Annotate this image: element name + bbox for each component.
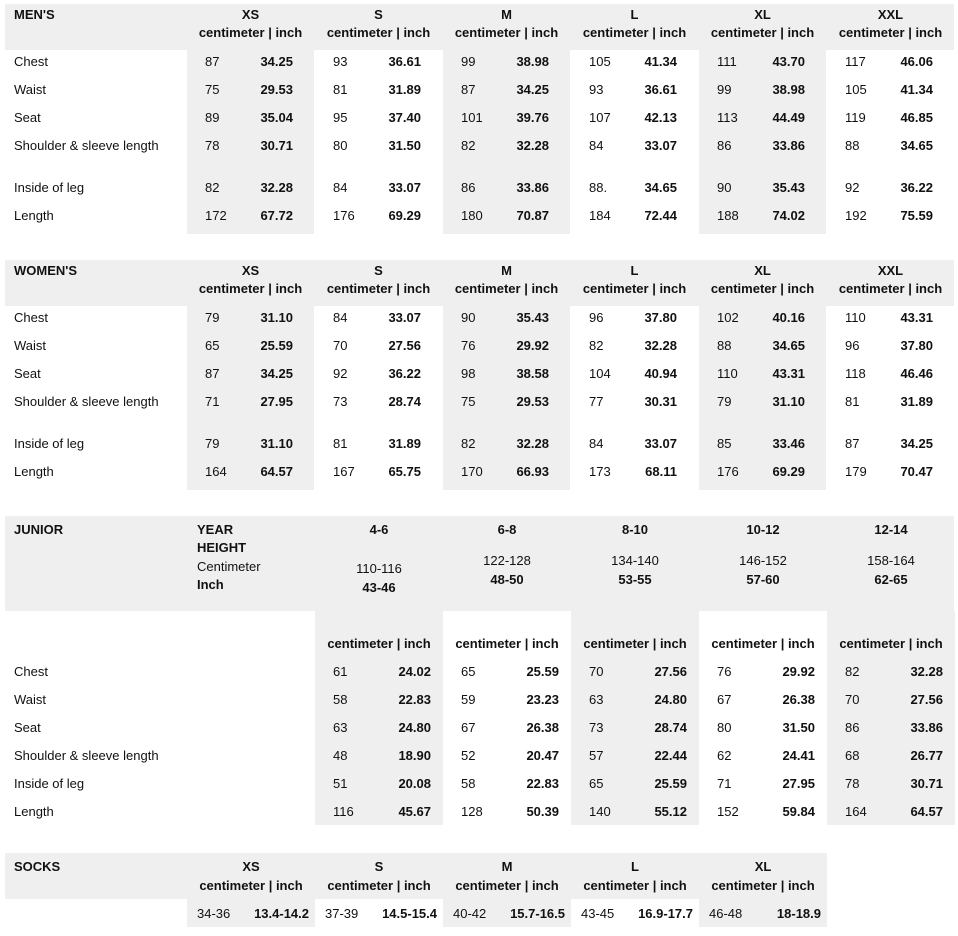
junior-row-label: Inside of leg	[14, 776, 85, 791]
mens-cm-value: 75	[205, 82, 220, 97]
womens-cm-value: 110	[845, 310, 866, 325]
womens-cm-value: 179	[845, 464, 867, 479]
womens-cm-value: 96	[589, 310, 604, 325]
socks-unit-label: centimeter | inch	[327, 878, 431, 893]
mens-inch-value: 38.98	[516, 54, 549, 69]
junior-inch-value: 29.92	[782, 664, 815, 679]
womens-row-label: Seat	[14, 366, 41, 381]
womens-cm-value: 170	[461, 464, 483, 479]
mens-cm-value: 84	[589, 138, 604, 153]
womens-inch-value: 33.46	[772, 436, 805, 451]
socks-size-label: XS	[242, 859, 260, 874]
womens-cm-value: 70	[333, 338, 348, 353]
mens-cm-value: 86	[461, 180, 476, 195]
womens-inch-value: 33.07	[644, 436, 677, 451]
womens-cm-value: 65	[205, 338, 220, 353]
mens-inch-value: 70.87	[516, 208, 549, 223]
womens-inch-value: 31.10	[772, 394, 805, 409]
junior-inch-label: Inch	[197, 577, 224, 592]
womens-row-label: Chest	[14, 310, 48, 325]
junior-age-label: 6-8	[497, 522, 517, 537]
mens-cm-value: 172	[205, 208, 227, 223]
womens-cm-value: 82	[589, 338, 604, 353]
socks-unit-label: centimeter | inch	[583, 878, 687, 893]
junior-cm-value: 80	[717, 720, 732, 735]
mens-size-label: L	[630, 7, 639, 22]
mens-inch-value: 37.40	[388, 110, 421, 125]
womens-unit-label: centimeter | inch	[454, 281, 559, 296]
socks-title: SOCKS	[14, 859, 61, 874]
mens-cm-value: 180	[461, 208, 483, 223]
mens-inch-value: 30.71	[260, 138, 293, 153]
mens-inch-value: 34.25	[516, 82, 549, 97]
womens-cm-value: 79	[205, 436, 220, 451]
junior-height-cm: 146-152	[739, 553, 787, 568]
junior-unit-label: centimeter | inch	[327, 636, 431, 651]
junior-cm-value: 63	[589, 692, 604, 707]
mens-inch-value: 31.50	[388, 138, 421, 153]
womens-inch-value: 28.74	[388, 394, 421, 409]
mens-inch-value: 34.25	[260, 54, 293, 69]
womens-cm-value: 102	[717, 310, 739, 325]
junior-height-inch: 53-55	[618, 572, 652, 587]
junior-cm-value: 140	[589, 804, 611, 819]
junior-centimeter-label: Centimeter	[197, 559, 261, 574]
mens-cm-value: 88	[845, 138, 860, 153]
womens-unit-label: centimeter | inch	[582, 281, 687, 296]
junior-inch-value: 18.90	[398, 748, 431, 763]
junior-cm-value: 58	[461, 776, 476, 791]
womens-cm-value: 87	[205, 366, 220, 381]
womens-inch-value: 31.10	[260, 436, 293, 451]
junior-inch-value: 22.83	[398, 692, 431, 707]
socks-unit-label: centimeter | inch	[199, 878, 303, 893]
mens-unit-label: centimeter | inch	[198, 25, 303, 40]
womens-inch-value: 66.93	[516, 464, 549, 479]
womens-inch-value: 34.65	[772, 338, 805, 353]
junior-inch-value: 59.84	[782, 804, 815, 819]
womens-size-label: XL	[754, 263, 771, 278]
mens-inch-value: 34.65	[644, 180, 677, 195]
mens-cm-value: 89	[205, 110, 220, 125]
junior-age-label: 8-10	[621, 522, 649, 537]
mens-inch-value: 43.70	[772, 54, 805, 69]
womens-inch-value: 31.89	[900, 394, 933, 409]
womens-inch-value: 32.28	[644, 338, 677, 353]
womens-size-label: XS	[241, 263, 260, 278]
mens-unit-label: centimeter | inch	[582, 25, 687, 40]
womens-cm-value: 87	[845, 436, 860, 451]
womens-inch-value: 70.47	[900, 464, 933, 479]
socks-cm-range: 40-42	[453, 906, 487, 921]
socks-cm-range: 34-36	[197, 906, 231, 921]
junior-age-label: 10-12	[746, 522, 780, 537]
junior-cm-value: 61	[333, 664, 348, 679]
womens-cm-value: 75	[461, 394, 476, 409]
mens-cm-value: 113	[717, 110, 738, 125]
junior-cm-value: 62	[717, 748, 732, 763]
mens-cm-value: 95	[333, 110, 348, 125]
socks-inch-range: 13.4-14.2	[254, 906, 309, 921]
junior-cm-value: 52	[461, 748, 476, 763]
junior-inch-value: 55.12	[654, 804, 687, 819]
womens-row-label: Inside of leg	[14, 436, 85, 451]
junior-cm-value: 128	[461, 804, 483, 819]
womens-cm-value: 176	[717, 464, 739, 479]
womens-inch-value: 38.58	[516, 366, 549, 381]
mens-inch-value: 74.02	[772, 208, 805, 223]
womens-inch-value: 46.46	[900, 366, 933, 381]
socks-inch-range: 14.5-15.4	[382, 906, 437, 921]
junior-height-cm: 122-128	[483, 553, 531, 568]
womens-cm-value: 81	[845, 394, 860, 409]
mens-inch-value: 39.76	[516, 110, 549, 125]
mens-size-label: XL	[754, 7, 771, 22]
junior-row-label: Shoulder & sleeve length	[14, 748, 159, 763]
mens-cm-value: 105	[845, 82, 867, 97]
womens-inch-value: 43.31	[900, 310, 933, 325]
womens-inch-value: 35.43	[516, 310, 549, 325]
junior-height-cm: 158-164	[867, 553, 915, 568]
mens-cm-value: 81	[333, 82, 348, 97]
womens-inch-value: 64.57	[260, 464, 293, 479]
womens-cm-value: 173	[589, 464, 611, 479]
mens-cm-value: 82	[205, 180, 220, 195]
mens-row-label: Waist	[14, 82, 47, 97]
womens-inch-value: 29.53	[516, 394, 549, 409]
mens-cm-value: 80	[333, 138, 348, 153]
mens-cm-value: 93	[589, 82, 604, 97]
junior-inch-value: 24.02	[398, 664, 431, 679]
mens-inch-value: 75.59	[900, 208, 933, 223]
womens-cm-value: 71	[205, 394, 220, 409]
mens-cm-value: 84	[333, 180, 348, 195]
mens-inch-value: 36.22	[900, 180, 933, 195]
womens-inch-value: 27.95	[260, 394, 293, 409]
mens-inch-value: 46.85	[900, 110, 933, 125]
mens-inch-value: 36.61	[388, 54, 421, 69]
womens-cm-value: 77	[589, 394, 604, 409]
junior-inch-value: 23.23	[526, 692, 559, 707]
socks-unit-label: centimeter | inch	[455, 878, 559, 893]
socks-size-label: L	[631, 859, 639, 874]
junior-row-label: Chest	[14, 664, 48, 679]
junior-cm-value: 68	[845, 748, 860, 763]
mens-cm-value: 88.	[589, 180, 608, 195]
junior-inch-value: 32.28	[910, 664, 943, 679]
mens-inch-value: 34.65	[900, 138, 933, 153]
mens-cm-value: 184	[589, 208, 611, 223]
womens-inch-value: 34.25	[260, 366, 293, 381]
junior-height-label: HEIGHT	[197, 540, 247, 555]
junior-inch-value: 25.59	[654, 776, 687, 791]
junior-cm-value: 51	[333, 776, 348, 791]
junior-cm-value: 67	[717, 692, 732, 707]
socks-inch-range: 18-18.9	[776, 906, 821, 921]
mens-inch-value: 41.34	[900, 82, 933, 97]
womens-inch-value: 33.07	[388, 310, 421, 325]
womens-row-label: Length	[14, 464, 54, 479]
mens-cm-value: 99	[717, 82, 732, 97]
womens-cm-value: 88	[717, 338, 732, 353]
womens-cm-value: 90	[461, 310, 476, 325]
womens-cm-value: 98	[461, 366, 476, 381]
womens-inch-value: 34.25	[900, 436, 933, 451]
junior-unit-label: centimeter | inch	[711, 636, 815, 651]
mens-row-label: Seat	[14, 110, 41, 125]
socks-size-label: XL	[754, 859, 772, 874]
mens-inch-value: 33.07	[388, 180, 421, 195]
junior-inch-value: 26.77	[910, 748, 943, 763]
junior-inch-value: 24.41	[782, 748, 815, 763]
mens-inch-value: 35.04	[260, 110, 293, 125]
junior-unit-label: centimeter | inch	[583, 636, 687, 651]
womens-inch-value: 65.75	[388, 464, 421, 479]
mens-unit-label: centimeter | inch	[454, 25, 559, 40]
mens-size-label: M	[501, 7, 512, 22]
mens-size-label: XS	[241, 7, 260, 22]
womens-inch-value: 69.29	[772, 464, 805, 479]
mens-cm-value: 92	[845, 180, 860, 195]
mens-size-label: S	[374, 7, 383, 22]
junior-year-label: YEAR	[197, 522, 234, 537]
womens-unit-label: centimeter | inch	[198, 281, 303, 296]
womens-inch-value: 31.10	[260, 310, 293, 325]
womens-inch-value: 40.16	[772, 310, 805, 325]
junior-title: JUNIOR	[14, 522, 64, 537]
womens-cm-value: 167	[333, 464, 355, 479]
womens-inch-value: 40.94	[644, 366, 677, 381]
mens-inch-value: 44.49	[772, 110, 805, 125]
womens-cm-value: 92	[333, 366, 348, 381]
mens-inch-value: 38.98	[772, 82, 805, 97]
junior-cm-value: 58	[333, 692, 348, 707]
womens-inch-value: 29.92	[516, 338, 549, 353]
junior-inch-value: 50.39	[526, 804, 559, 819]
mens-title: MEN'S	[14, 7, 55, 22]
junior-cm-value: 164	[845, 804, 867, 819]
mens-cm-value: 90	[717, 180, 732, 195]
mens-size-label: XXL	[877, 7, 904, 22]
junior-cm-value: 116	[333, 804, 354, 819]
mens-inch-value: 46.06	[900, 54, 933, 69]
junior-inch-value: 45.67	[398, 804, 431, 819]
junior-cm-value: 57	[589, 748, 604, 763]
womens-cm-value: 110	[717, 366, 738, 381]
junior-inch-value: 33.86	[910, 720, 943, 735]
socks-size-label: M	[501, 859, 513, 874]
mens-cm-value: 192	[845, 208, 867, 223]
womens-size-label: S	[374, 263, 383, 278]
mens-inch-value: 33.86	[516, 180, 549, 195]
mens-inch-value: 35.43	[772, 180, 805, 195]
junior-cm-value: 65	[589, 776, 604, 791]
mens-cm-value: 101	[461, 110, 483, 125]
womens-inch-value: 30.31	[644, 394, 677, 409]
womens-cm-value: 79	[717, 394, 732, 409]
junior-height-cm: 110-116	[356, 561, 402, 576]
junior-row-label: Seat	[14, 720, 41, 735]
mens-cm-value: 82	[461, 138, 476, 153]
mens-row-label: Length	[14, 208, 54, 223]
junior-inch-value: 26.38	[782, 692, 815, 707]
junior-cm-value: 48	[333, 748, 348, 763]
mens-row-label: Inside of leg	[14, 180, 85, 195]
mens-cm-value: 87	[461, 82, 476, 97]
womens-size-label: XXL	[877, 263, 904, 278]
mens-row-label: Chest	[14, 54, 48, 69]
junior-cm-value: 73	[589, 720, 604, 735]
junior-cm-value: 82	[845, 664, 860, 679]
junior-cm-value: 76	[717, 664, 732, 679]
womens-inch-value: 43.31	[772, 366, 805, 381]
mens-cm-value: 105	[589, 54, 611, 69]
mens-row-label: Shoulder & sleeve length	[14, 138, 159, 153]
womens-cm-value: 73	[333, 394, 348, 409]
junior-inch-value: 20.47	[526, 748, 559, 763]
socks-cm-range: 43-45	[581, 906, 615, 921]
junior-cm-value: 152	[717, 804, 739, 819]
socks-cm-range: 37-39	[325, 906, 359, 921]
junior-height-inch: 48-50	[490, 572, 524, 587]
womens-cm-value: 76	[461, 338, 476, 353]
junior-inch-value: 22.44	[654, 748, 687, 763]
junior-inch-value: 24.80	[398, 720, 431, 735]
junior-inch-value: 64.57	[910, 804, 943, 819]
mens-cm-value: 93	[333, 54, 348, 69]
junior-height-inch: 62-65	[874, 572, 908, 587]
womens-inch-value: 36.22	[388, 366, 421, 381]
mens-inch-value: 36.61	[644, 82, 677, 97]
junior-inch-value: 26.38	[526, 720, 559, 735]
junior-cm-value: 71	[717, 776, 732, 791]
mens-cm-value: 78	[205, 138, 220, 153]
womens-cm-value: 164	[205, 464, 227, 479]
mens-cm-value: 117	[845, 54, 866, 69]
junior-age-label: 4-6	[369, 522, 389, 537]
womens-cm-value: 84	[589, 436, 604, 451]
socks-size-label: S	[374, 859, 384, 874]
socks-cm-range: 46-48	[709, 906, 743, 921]
womens-inch-value: 37.80	[900, 338, 933, 353]
mens-inch-value: 29.53	[260, 82, 293, 97]
junior-cm-value: 86	[845, 720, 860, 735]
mens-cm-value: 86	[717, 138, 732, 153]
womens-cm-value: 96	[845, 338, 860, 353]
socks-unit-label: centimeter | inch	[711, 878, 815, 893]
mens-cm-value: 119	[845, 110, 866, 125]
mens-inch-value: 33.86	[772, 138, 805, 153]
womens-cm-value: 82	[461, 436, 476, 451]
junior-inch-value: 20.08	[398, 776, 431, 791]
womens-cm-value: 118	[845, 366, 866, 381]
junior-cm-value: 78	[845, 776, 860, 791]
junior-age-label: 12-14	[874, 522, 908, 537]
mens-cm-value: 87	[205, 54, 220, 69]
mens-inch-value: 42.13	[644, 110, 677, 125]
womens-inch-value: 27.56	[388, 338, 421, 353]
mens-cm-value: 107	[589, 110, 611, 125]
womens-unit-label: centimeter | inch	[838, 281, 943, 296]
mens-inch-value: 32.28	[516, 138, 549, 153]
mens-cm-value: 188	[717, 208, 739, 223]
womens-cm-value: 81	[333, 436, 348, 451]
womens-cm-value: 85	[717, 436, 732, 451]
junior-unit-label: centimeter | inch	[839, 636, 943, 651]
womens-row-label: Shoulder & sleeve length	[14, 394, 159, 409]
junior-inch-value: 25.59	[526, 664, 559, 679]
mens-cm-value: 99	[461, 54, 476, 69]
junior-row-label: Waist	[14, 692, 47, 707]
mens-inch-value: 33.07	[644, 138, 677, 153]
mens-inch-value: 72.44	[644, 208, 677, 223]
mens-cm-value: 111	[717, 54, 737, 69]
womens-cm-value: 79	[205, 310, 220, 325]
junior-inch-value: 30.71	[910, 776, 943, 791]
womens-inch-value: 25.59	[260, 338, 293, 353]
junior-height-cm: 134-140	[611, 553, 659, 568]
womens-inch-value: 32.28	[516, 436, 549, 451]
womens-cm-value: 84	[333, 310, 348, 325]
junior-cm-value: 63	[333, 720, 348, 735]
mens-unit-label: centimeter | inch	[838, 25, 943, 40]
junior-inch-value: 31.50	[782, 720, 815, 735]
womens-size-label: L	[630, 263, 639, 278]
junior-inch-value: 28.74	[654, 720, 687, 735]
junior-cm-value: 59	[461, 692, 476, 707]
womens-row-label: Waist	[14, 338, 47, 353]
junior-cm-value: 70	[845, 692, 860, 707]
mens-unit-label: centimeter | inch	[710, 25, 815, 40]
mens-inch-value: 67.72	[260, 208, 293, 223]
junior-inch-value: 27.56	[654, 664, 687, 679]
womens-inch-value: 37.80	[644, 310, 677, 325]
junior-cm-value: 70	[589, 664, 604, 679]
mens-inch-value: 31.89	[388, 82, 421, 97]
mens-unit-label: centimeter | inch	[326, 25, 431, 40]
junior-unit-label: centimeter | inch	[455, 636, 559, 651]
socks-inch-range: 15.7-16.5	[510, 906, 565, 921]
womens-unit-label: centimeter | inch	[710, 281, 815, 296]
junior-inch-value: 22.83	[526, 776, 559, 791]
junior-height-inch: 43-46	[362, 580, 396, 595]
mens-inch-value: 41.34	[644, 54, 677, 69]
womens-size-label: M	[501, 263, 512, 278]
junior-inch-value: 27.56	[910, 692, 943, 707]
junior-row-label: Length	[14, 804, 54, 819]
junior-inch-value: 24.80	[654, 692, 687, 707]
mens-inch-value: 69.29	[388, 208, 421, 223]
mens-inch-value: 32.28	[260, 180, 293, 195]
socks-inch-range: 16.9-17.7	[638, 906, 693, 921]
womens-inch-value: 31.89	[388, 436, 421, 451]
mens-cm-value: 176	[333, 208, 355, 223]
womens-inch-value: 68.11	[645, 464, 677, 479]
junior-height-inch: 57-60	[746, 572, 780, 587]
womens-title: WOMEN'S	[14, 263, 78, 278]
womens-unit-label: centimeter | inch	[326, 281, 431, 296]
junior-inch-value: 27.95	[782, 776, 815, 791]
womens-cm-value: 104	[589, 366, 611, 381]
junior-cm-value: 67	[461, 720, 476, 735]
junior-cm-value: 65	[461, 664, 476, 679]
